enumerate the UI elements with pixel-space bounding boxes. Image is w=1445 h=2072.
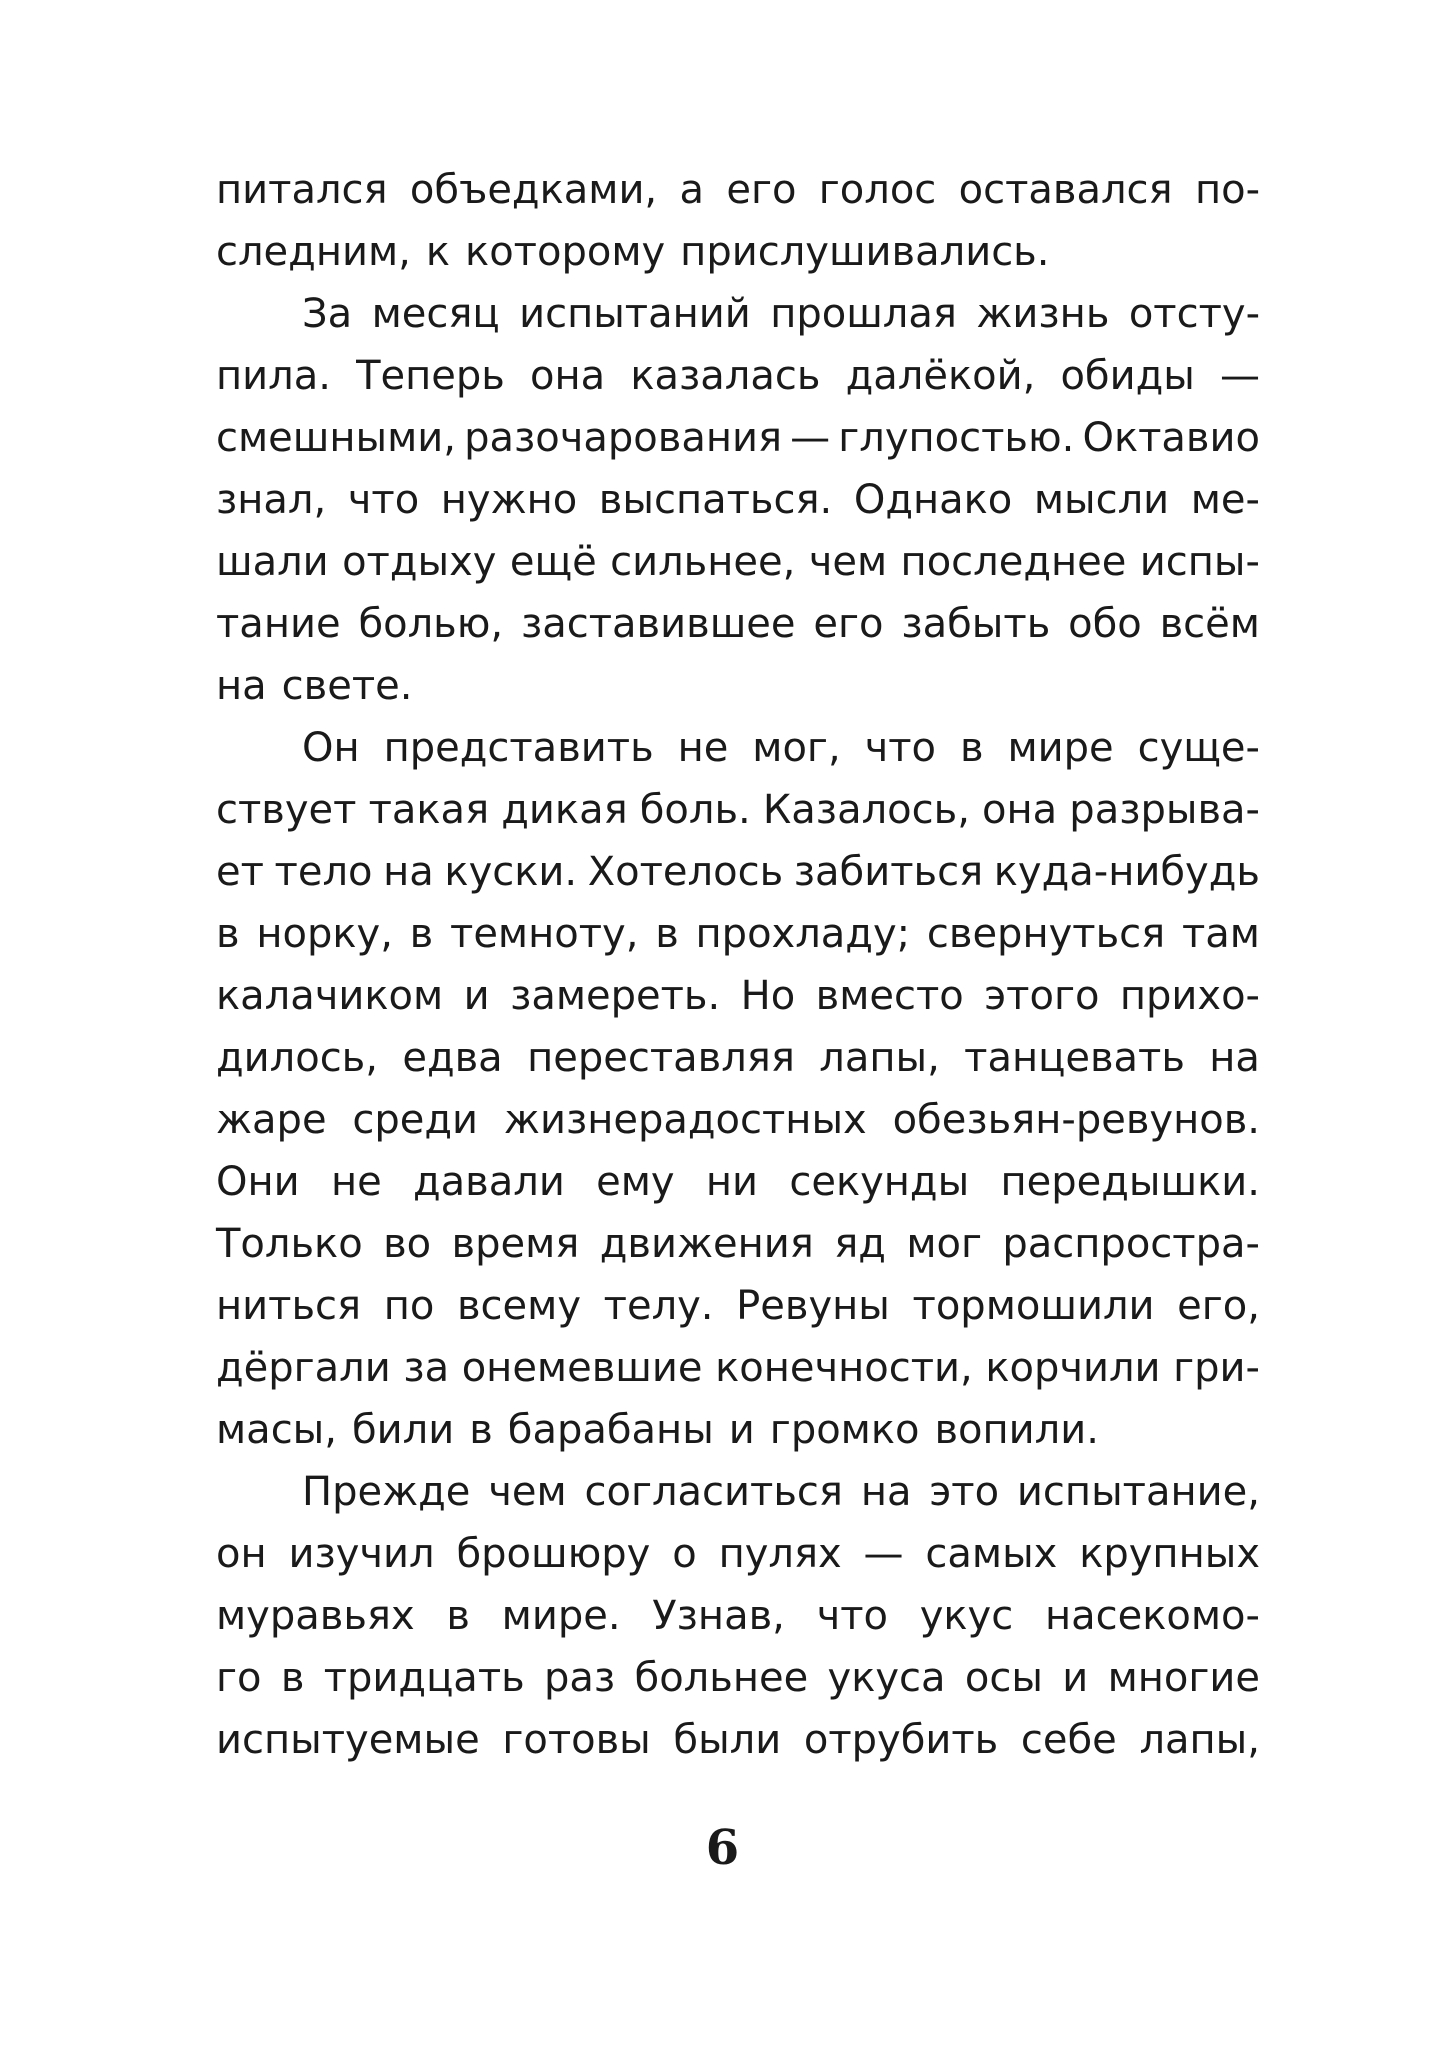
text-line: Только во время движения яд мог распростра- — [216, 1221, 1260, 1267]
text-line: Прежде чем согласиться на это испытание, — [302, 1469, 1260, 1515]
page-number: 6 — [705, 1820, 740, 1876]
text-line: дилось, едва переставляя лапы, танцевать на — [216, 1035, 1260, 1081]
text-line: знал, что нужно выспаться. Однако мысли ме- — [216, 477, 1260, 523]
text-line: ниться по всему телу. Ревуны тормошили его, — [216, 1283, 1260, 1329]
text-line: калачиком и замереть. Но вместо этого прихо- — [216, 973, 1260, 1019]
text-line: муравьях в мире. Узнав, что укус насекомо- — [216, 1593, 1260, 1639]
body-text — [216, 159, 1260, 1771]
text-line: За месяц испытаний прошлая жизнь отсту- — [302, 291, 1260, 337]
text-line: в норку, в темноту, в прохладу; свернуться там — [216, 911, 1260, 957]
text-line: шали отдыху ещё сильнее, чем последнее испы- — [216, 539, 1260, 585]
text-line: Они не давали ему ни секунды передышки. — [216, 1159, 1260, 1205]
text-line: питался объедками, а его голос оставался по- — [216, 167, 1260, 213]
text-line: ствует такая дикая боль. Казалось, она разрыва- — [216, 787, 1260, 833]
text-line: на свете. — [216, 663, 413, 709]
text-line: тание болью, заставившее его забыть обо всём — [216, 601, 1260, 647]
text-line: Он представить не мог, что в мире суще- — [302, 725, 1260, 771]
text-line: дёргали за онемевшие конечности, корчили гри- — [216, 1345, 1260, 1391]
text-line: жаре среди жизнерадостных обезьян-ревунов. — [216, 1097, 1260, 1143]
text-line: он изучил брошюру о пулях — самых крупных — [216, 1531, 1260, 1577]
text-line: пила. Теперь она казалась далёкой, обиды — — [216, 353, 1260, 399]
text-line: го в тридцать раз больнее укуса осы и многие — [216, 1655, 1260, 1701]
text-line: испытуемые готовы были отрубить себе лапы, — [216, 1717, 1260, 1763]
text-line: следним, к которому прислушивались. — [216, 229, 1050, 275]
text-line: масы, били в барабаны и громко вопили. — [216, 1407, 1099, 1453]
text-line: смешными, разочарования — глупостью. Октавио — [216, 415, 1260, 461]
text-line: ет тело на куски. Хотелось забиться куда-нибудь — [216, 849, 1260, 895]
